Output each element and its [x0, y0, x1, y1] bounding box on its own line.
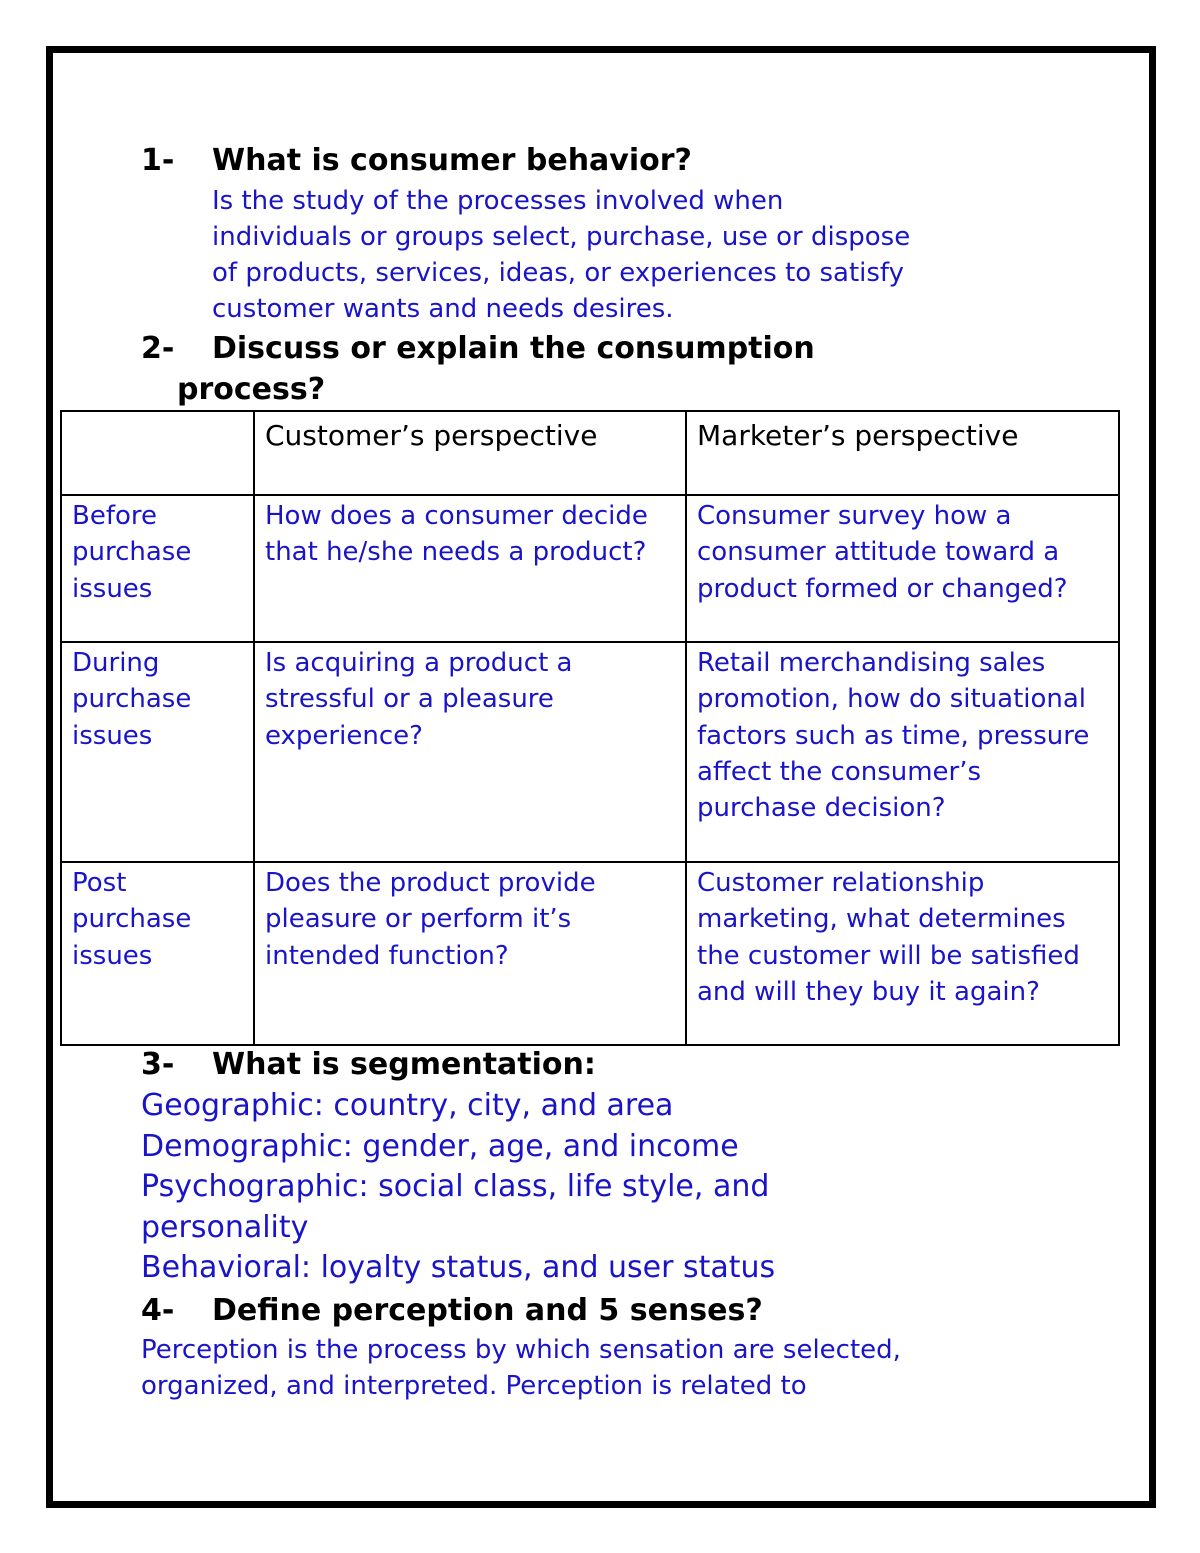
header-cell-customer: Customer’s perspective: [254, 411, 686, 495]
answer-line: personality: [141, 1209, 309, 1245]
marketer-cell: Consumer survey how a consumer attitude toward a product formed or changed?: [686, 495, 1119, 642]
answer-line: of products, services, ideas, or experiences to satisfy: [212, 258, 905, 288]
question-4-text: Define perception and 5 senses?: [212, 1293, 763, 1328]
table-row: [61, 495, 1119, 642]
question-4-number: 4-: [141, 1293, 175, 1328]
marketer-cell: Retail merchandising sales promotion, how do situational factors such as time, pressure affect the consumer’s purchase decision?: [686, 642, 1119, 862]
question-2-text-line2: process?: [177, 372, 326, 407]
answer-line: individuals or groups select, purchase, use or dispose: [212, 222, 911, 252]
customer-cell: How does a consumer decide that he/she needs a product?: [254, 495, 686, 642]
answer-line: Geographic: country, city, and area: [141, 1088, 674, 1123]
question-2-number: 2-: [141, 331, 175, 366]
question-1-text: What is consumer behavior?: [212, 143, 692, 178]
answer-line: Is the study of the processes involved when: [212, 186, 784, 216]
question-3-text: What is segmentation:: [212, 1047, 596, 1082]
question-3-number: 3-: [141, 1047, 175, 1082]
marketer-cell: Customer relationship marketing, what determines the customer will be satisfied and will they buy it again?: [686, 862, 1119, 1045]
table-row: [61, 862, 1119, 1045]
customer-cell: Is acquiring a product a stressful or a pleasure experience?: [254, 642, 686, 862]
customer-cell: Does the product provide pleasure or perform it’s intended function?: [254, 862, 686, 1045]
question-3-answer: [141, 1086, 775, 1289]
table-row: [61, 642, 1119, 862]
table-header-row: [61, 411, 1119, 495]
question-1-answer: [212, 183, 910, 327]
question-1-number: 1-: [141, 143, 175, 178]
answer-line: organized, and interpreted. Perception is related to: [141, 1371, 807, 1401]
stage-cell: Before purchase issues: [61, 495, 254, 642]
answer-line: Psychographic: social class, life style, and: [141, 1169, 770, 1204]
answer-line: Demographic: gender, age, and income: [141, 1128, 739, 1164]
header-cell-empty: [61, 411, 254, 495]
answer-line: Perception is the process by which sensation are selected,: [141, 1335, 901, 1365]
question-4-answer: [141, 1332, 901, 1404]
answer-line: Behavioral: loyalty status, and user status: [141, 1250, 776, 1285]
stage-cell: Post purchase issues: [61, 862, 254, 1045]
answer-line: customer wants and needs desires.: [212, 294, 674, 324]
question-2-text-line1: Discuss or explain the consumption: [212, 331, 815, 366]
stage-cell: During purchase issues: [61, 642, 254, 862]
consumption-process-table: [60, 410, 1120, 1046]
header-cell-marketer: Marketer’s perspective: [686, 411, 1119, 495]
